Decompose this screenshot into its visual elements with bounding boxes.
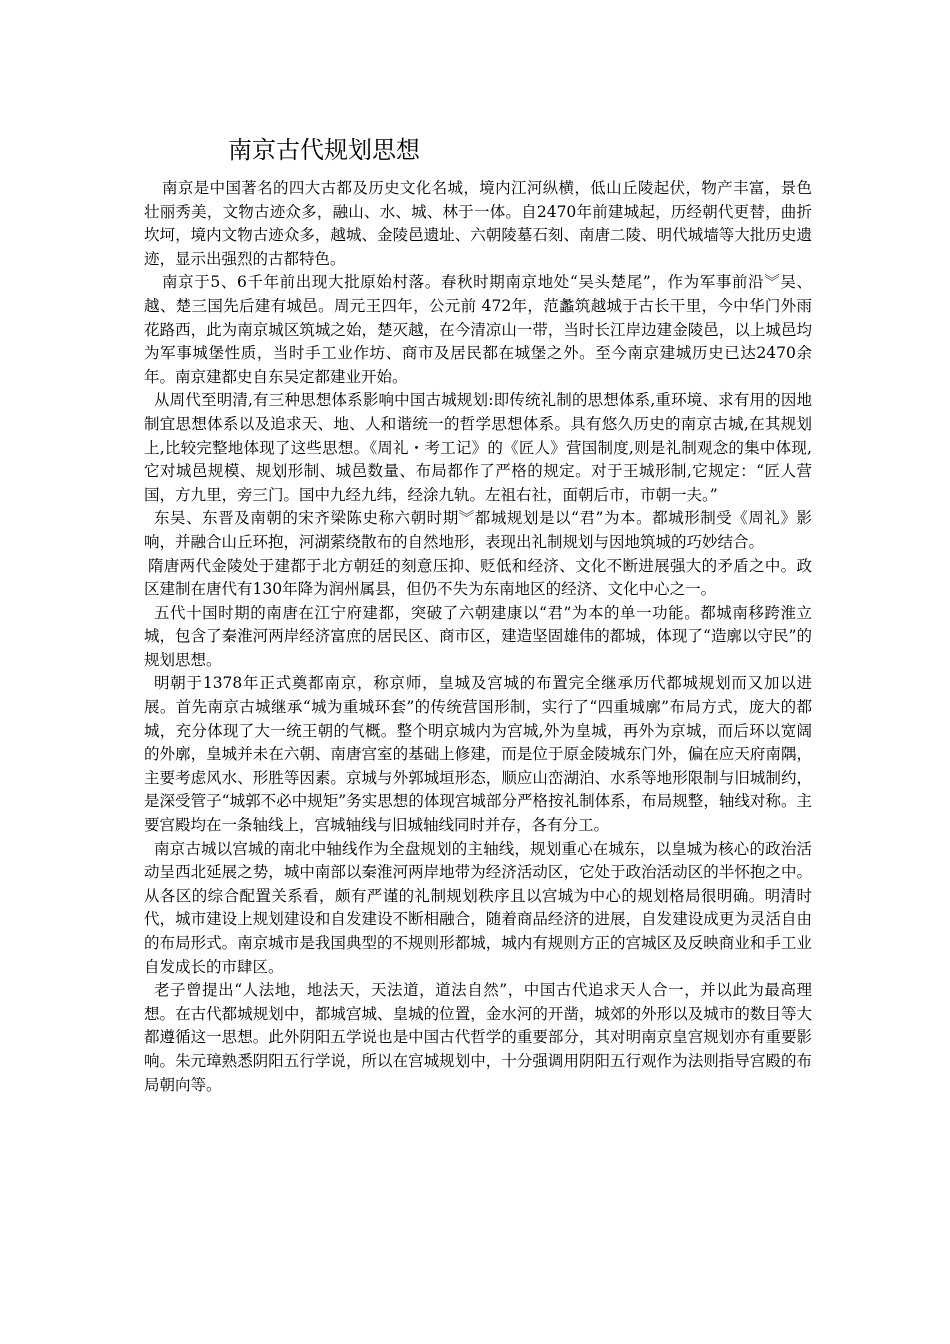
paragraph: 明朝于1378年正式奠都南京，称京师，皇城及宫城的布置完全继承历代都城规划而又加以进展。首先南京古城继承“城为重城环套”的传统营国形制，实行了“四重城廓”布局方式，庞大的都城，充分体现了大一统王朝的气概。整个明京城内为宫城,外为皇城，再外为京城，而后环以宽阔的外廓，皇城并未在六朝、南唐宫室的基础上修建，而是位于原金陵城东门外，偏在应天府南隅，主要考虑风水、形胜等因素。京城与外郭城垣形态，顺应山峦湖泊、水系等地形限制与旧城制约，是深受管子“城郭不必中规矩”务实思想的体现宫城部分严格按礼制体系，布局规整，轴线对称。主要宫殿均在一条轴线上，宫城轴线与旧城轴线同时并存，各有分工。 bbox=[144, 674, 812, 835]
paragraph: 老子曾提出“人法地，地法天，天法道，道法自然”，中国古代追求天人合一，并以此为最高理想。在古代都城规划中，都城宫城、皇城的位置，金水河的开凿，城郊的外形以及城市的数目等大都遵循这一思想。此外阴阳五学说也是中国古代哲学的重要部分，其对明南京皇宫规划亦有重要影响。朱元璋熟悉阴阳五行学说，所以在宫城规划中，十分强调用阴阳五行观作为法则指导宫殿的布局朝向等。 bbox=[144, 981, 812, 1094]
paragraph: 五代十国时期的南唐在江宁府建都，突破了六朝建康以“君”为本的单一功能。都城南移跨淮立城，包含了秦淮河两岸经济富庶的居民区、商市区，建造坚固雄伟的都城，体现了“造廓以守民”的规划思想。 bbox=[144, 603, 812, 669]
paragraph: 东吴、东晋及南朝的宋齐梁陈史称六朝时期︾都城规划是以“君”为本。都城形制受《周礼》影响，并融合山丘环抱，河湖萦绕散布的自然地形，表现出礼制规划与因地筑城的巧妙结合。 bbox=[144, 509, 812, 551]
document-body bbox=[144, 177, 812, 1097]
paragraph: 南京是中国著名的四大古都及历史文化名城，境内江河纵横，低山丘陵起伏，物产丰富，景色壮丽秀美，文物古迹众多，融山、水、城、林于一体。自2470年前建城起，历经朝代更替，曲折坎坷，境内文物古迹众多，越城、金陵邑遗址、六朝陵墓石刻、南唐二陵、明代城墙等大批历史遗迹，显示出强烈的古都特色。 bbox=[144, 179, 812, 268]
paragraph: 南京于5、6千年前出现大批原始村落。春秋时期南京地处“吴头楚尾”，作为军事前沿︾吴、越、楚三国先后建有城邑。周元王四年，公元前 472年，范蠡筑越城于古长干里，今中华门外雨花路西，此为南京城区筑城之始，楚灭越，在今清凉山一带，当时长江岸边建金陵邑，以上城邑均为军事城堡性质，当时手工业作坊、商市及居民都在城堡之外。至今南京建城历史已达2470余年。南京建都史自东吴定都建业开始。 bbox=[144, 273, 812, 386]
paragraph: 从周代至明清,有三种思想体系影响中国古城规划:即传统礼制的思想体系,重环境、求有用的因地制宜思想体系以及追求天、地、人和谐统一的哲学思想体系。具有悠久历史的南京古城,在其规划上,比较完整地体现了这些思想。《周礼・考工记》的《匠人》营国制度,则是礼制观念的集中体现,它对城邑规模、规划形制、城邑数量、布局都作了严格的规定。对于王城形制,它规定：“匠人营国，方九里，旁三门。国中九经九纬，经涂九轨。左祖右社，面朝后市，市朝一夫。” bbox=[144, 391, 812, 504]
document-title: 南京古代规划思想 bbox=[228, 136, 420, 164]
paragraph: 南京古城以宫城的南北中轴线作为全盘规划的主轴线，规划重心在城东，以皇城为核心的政治活动呈西北延展之势，城中南部以秦淮河两岸地带为经济活动区，它处于政治活动区的半怀抱之中。从各区的综合配置关系看，颇有严谨的礼制规划秩序且以宫城为中心的规划格局很明确。明清时代，城市建设上规划建设和自发建设不断相融合，随着商品经济的进展，自发建设成更为灵活自由的布局形式。南京城市是我国典型的不规则形都城，城内有规则方正的宫城区及反映商业和手工业自发成长的市肆区。 bbox=[144, 839, 812, 976]
paragraph: 隋唐两代金陵处于建都于北方朝廷的刻意压抑、贬低和经济、文化不断进展强大的矛盾之中。政区建制在唐代有130年降为润州属县，但仍不失为东南地区的经济、文化中心之一。 bbox=[144, 556, 812, 599]
